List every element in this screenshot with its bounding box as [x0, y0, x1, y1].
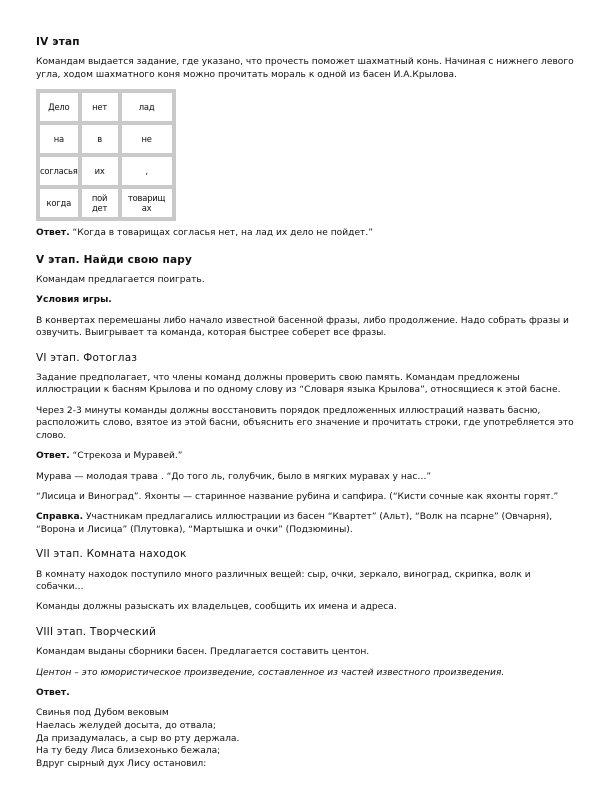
stage8-title: VIII этап. Творческий: [36, 625, 156, 638]
reference-label: Справка.: [36, 512, 84, 523]
stage5-title: V этап. Найди свою пару: [36, 253, 193, 266]
grid-cell: нет: [80, 91, 120, 123]
stage6-answer: [36, 450, 576, 462]
poem-line: Свинья под Дубом вековым: [36, 708, 169, 719]
answer-text: “Когда в товарищах согласья нет, на лад их дело не пойдет.”: [69, 228, 373, 239]
poem: [36, 707, 576, 770]
stage5-intro: Командам предлагается поиграть.: [36, 275, 205, 286]
stage6-title: VI этап. Фотоглаз: [36, 351, 138, 364]
grid-row: [38, 155, 174, 187]
stage5-rules-title: [36, 294, 576, 306]
stage4-answer: [36, 227, 576, 239]
stage8-definition: [36, 667, 576, 679]
grid-row: [38, 123, 174, 155]
grid-row: [38, 187, 174, 219]
poem-line: На ту беду Лиса близехонько бежала;: [36, 746, 221, 757]
answer-label: Ответ.: [36, 451, 70, 462]
grid-cell: лад: [120, 91, 174, 123]
grid-cell: их: [80, 155, 120, 187]
stage6-p1: Задание предполагает, что члены команд должны проверить свою память. Командам предложены иллюстрации к басням Крылова и по одному слову из “Словаря языка Крылова”, относящиеся к этой басне.: [36, 373, 561, 396]
stage6-p4: “Лисица и Виноград”. Яхонты — старинное название рубина и сапфира. (“Кисти сочные как яхонты горят.”: [36, 491, 559, 502]
grid-cell: в: [80, 123, 120, 155]
grid-cell: не: [120, 123, 174, 155]
grid-row: [38, 91, 174, 123]
knight-move-grid: [36, 89, 176, 221]
poem-line: Да призадумалась, а сыр во рту держала.: [36, 733, 240, 744]
stage7-p1: В комнату находок поступило много различных вещей: сыр, очки, зеркало, виноград, скрипка, волк и собачки…: [36, 569, 531, 592]
grid-cell: согласья: [38, 155, 80, 187]
stage4-intro: Командам выдается задание, где указано, что прочесть поможет шахматный конь. Начиная с нижнего левого угла, ходом шахматного коня можно прочитать мораль к одной из басен И.А.Крылова.: [36, 57, 574, 80]
stage5-rules-text: В конвертах перемешаны либо начало известной басенной фразы, либо продолжение. Надо собрать фразы и озвучить. Выигрывает та команда, которая быстрее соберет все фразы.: [36, 315, 569, 339]
answer-label: Ответ.: [36, 228, 70, 239]
stage7-p2: Команды должны разыскать их владельцев, сообщить их имена и адреса.: [36, 602, 397, 613]
grid-cell: товарищ ах: [120, 187, 174, 219]
answer-text: “Стрекоза и Муравей.”: [69, 451, 183, 462]
poem-line: Вдруг сырный дух Лису остановил:: [36, 758, 207, 769]
poem-line: Наелась желудей досыта, до отвала;: [36, 720, 216, 731]
stage6-p3: Мурава — молодая трава . “До того ль, голубчик, было в мягких муравах у нас…”: [36, 471, 432, 482]
stage8-answer: [36, 687, 576, 699]
stage6-reference: [36, 511, 576, 536]
grid-cell: на: [38, 123, 80, 155]
grid-cell: пой дет: [80, 187, 120, 219]
rules-label: Условия игры.: [36, 295, 112, 306]
document-page: [36, 36, 576, 770]
answer-label: Ответ.: [36, 687, 70, 698]
grid-cell: когда: [38, 187, 80, 219]
grid-cell: Дело: [38, 91, 80, 123]
grid-cell: ,: [120, 155, 174, 187]
reference-text: Участникам предлагались иллюстрации из басен “Квартет” (Альт), “Волк на псарне” (Овчарня), “Ворона и Лисица” (Плутовка), “Мартышка и очки” (Подзюмины).: [36, 512, 553, 535]
stage6-p2: Через 2-3 минуты команды должны восстановить порядок предложенных иллюстраций назвать басню, расположить слово, взятое из этой басни, объяснить его значение и прочитать строки, где употребляется это слово.: [36, 405, 574, 441]
stage8-p1: Командам выданы сборники басен. Предлагается составить центон.: [36, 647, 370, 658]
definition-text: Центон – это юмористическое произведение, составленное из частей известного произведения.: [36, 667, 505, 678]
stage4-title: IV этап: [36, 36, 80, 48]
stage7-title: VII этап. Комната находок: [36, 548, 187, 561]
